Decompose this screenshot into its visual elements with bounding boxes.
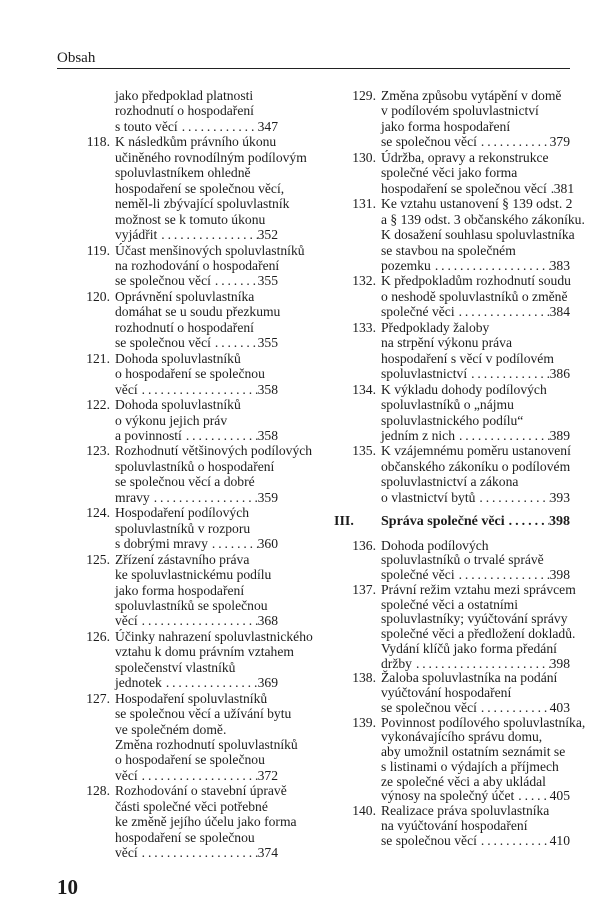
entry-line: na strpění výkonu práva	[381, 335, 512, 351]
section-page: 398	[549, 514, 570, 530]
entry-page: 393	[549, 489, 570, 505]
entry-line: vykonávajícího správu domu,	[381, 729, 543, 745]
entry-line: Hospodaření spoluvlastníků	[115, 690, 268, 706]
toc-entry[interactable]	[82, 443, 313, 505]
toc-entry[interactable]	[348, 671, 570, 715]
entry-line: společné věci a předložení dokladů.	[381, 626, 576, 642]
entry-line: Žaloba spoluvlastníka na podání	[381, 670, 558, 686]
entry-line: vyúčtování hospodaření	[381, 685, 512, 701]
toc-right-upper	[348, 88, 585, 505]
toc-entry[interactable]	[348, 539, 570, 583]
entry-line	[381, 428, 570, 443]
toc-entry[interactable]	[348, 88, 570, 150]
entry-title-end: s dobrými mravy	[115, 536, 208, 552]
entry-page: 410	[549, 832, 570, 848]
entry-line: Účinky nahrazení spoluvlastnického	[115, 628, 313, 644]
entry-line: na rozhodování o hospodaření	[115, 257, 280, 273]
entry-line: ze společné věci a aby ukládal	[381, 773, 546, 789]
entry-line: o výkonu jejich práv	[115, 412, 228, 428]
toc-right-column	[334, 88, 586, 848]
entry-line: o hospodaření se společnou	[115, 366, 265, 382]
toc-entry[interactable]	[82, 288, 281, 351]
entry-line	[115, 613, 278, 628]
entry-line: společenství vlastníků	[115, 659, 236, 675]
entry-line: spoluvlastníky; vyúčtování správy	[381, 611, 568, 627]
entry-page: 398	[549, 567, 570, 583]
dot-leader	[178, 119, 258, 134]
entry-line: Vydání klíčů jako forma předání	[381, 640, 557, 656]
entry-number: 127.	[86, 690, 110, 706]
entry-line: se společnou věcí a užívání bytu	[115, 706, 292, 722]
dot-leader	[467, 366, 550, 381]
entry-line: Rozhodnutí většinových podílových	[115, 443, 313, 459]
entry-line: Změna rozhodnutí spoluvlastníků	[115, 737, 298, 753]
entry-page: 374	[257, 845, 278, 861]
entry-line: na vyúčtování hospodaření	[381, 817, 528, 833]
entry-line: Ke vztahu ustanovení § 139 odst. 2	[381, 196, 573, 212]
entry-page: 347	[257, 118, 278, 134]
entry-line: Předpoklady žaloby	[381, 319, 490, 335]
entry-title-end: se společnou věcí	[381, 832, 477, 848]
entry-number: 130.	[352, 149, 376, 165]
entry-line: neměl-li zbývající spoluvlastník	[115, 196, 290, 212]
entry-line	[115, 382, 278, 397]
entry-number: 129.	[352, 88, 376, 103]
running-header	[57, 50, 570, 69]
entry-number: 137.	[352, 581, 376, 597]
entry-line: Právní režim vztahu mezi správcem	[381, 581, 576, 597]
entry-line: K následkům právního úkonu	[115, 134, 277, 150]
entry-line: hospodaření se společnou	[115, 829, 255, 845]
entry-page: 368	[257, 613, 278, 629]
toc-entry[interactable]	[348, 382, 570, 444]
toc-entry[interactable]	[348, 714, 586, 805]
entry-page: 383	[549, 257, 570, 273]
dot-leader	[505, 514, 549, 529]
entry-number: 123.	[86, 443, 110, 459]
toc-entry[interactable]	[82, 783, 297, 861]
entry-number: 120.	[86, 288, 110, 304]
entry-line: spoluvlastníků v rozporu	[115, 520, 251, 536]
entry-number: 121.	[86, 350, 110, 366]
entry-line	[115, 490, 278, 505]
dot-leader	[514, 789, 549, 804]
entry-title-end: věcí	[115, 381, 138, 397]
entry-page: 379	[549, 134, 570, 150]
entry-line: s listinami o výdajích a příjmech	[381, 758, 559, 774]
toc-entry[interactable]	[82, 628, 313, 691]
toc-section-heading[interactable]	[334, 514, 570, 530]
entry-number: 134.	[352, 381, 376, 397]
entry-line	[115, 536, 278, 551]
section-title-line	[381, 514, 570, 529]
entry-line	[115, 845, 278, 860]
toc-entry[interactable]	[82, 134, 307, 243]
entry-line	[381, 834, 570, 849]
entry-number: 119.	[86, 242, 110, 258]
section-title: Správa společné věci	[381, 514, 505, 530]
entry-line: Údržba, opravy a rekonstrukce	[381, 149, 549, 165]
entry-line: se stavbou na společném	[381, 242, 516, 258]
entry-line: rozhodnutí o hospodaření	[115, 103, 254, 119]
entry-title-end: se společnou věcí	[381, 699, 477, 715]
entry-number: 118.	[86, 134, 110, 150]
entry-line	[115, 273, 278, 288]
dot-leader	[138, 768, 258, 783]
entry-line: občanského zákoníku o podílovém	[381, 458, 571, 474]
header-title: Obsah	[57, 50, 96, 66]
entry-line: části společné věci potřebné	[115, 798, 268, 814]
entry-title-end: s touto věcí	[115, 118, 178, 134]
entry-number: 126.	[86, 628, 110, 644]
entry-line: jako předpoklad platnosti	[115, 88, 254, 103]
entry-title-end: jednotek	[115, 675, 162, 691]
entry-line: jako forma hospodaření	[115, 582, 245, 598]
entry-line: Hospodaření podílových	[115, 505, 250, 521]
entry-title-end: výnosy na společný účet	[381, 788, 515, 804]
dot-leader	[455, 428, 550, 443]
entry-title-end: věcí	[115, 845, 138, 861]
dot-leader	[182, 428, 258, 443]
entry-line: spoluvlastníkem ohledně	[115, 165, 251, 181]
entry-line	[381, 490, 570, 505]
entry-line	[115, 227, 278, 242]
entry-line: Dohoda podílových	[381, 537, 489, 553]
entry-line	[381, 366, 570, 381]
entry-line: spoluvlastníků se společnou	[115, 597, 268, 613]
toc-entry[interactable]	[348, 804, 570, 848]
entry-line: spoluvlastníků o trvalé správě	[381, 552, 544, 568]
entry-line: K výkladu dohody podílových	[381, 381, 547, 397]
entry-title-end: o vlastnictví bytů	[381, 489, 476, 505]
dot-leader	[211, 273, 258, 288]
entry-line: společné věci jako forma	[381, 165, 518, 181]
entry-line: domáhat se u soudu přezkumu	[115, 304, 281, 320]
entry-line	[381, 258, 570, 273]
section-number: III.	[334, 514, 354, 530]
toc-entry[interactable]	[82, 88, 278, 134]
entry-line: K vzájemnému poměru ustanovení	[381, 443, 571, 459]
entry-line: se společnou věcí a dobré	[115, 474, 255, 490]
entry-line: spoluvlastníků o hospodaření	[115, 458, 275, 474]
dot-leader	[477, 701, 550, 716]
toc-entry[interactable]	[82, 690, 298, 784]
toc-entry[interactable]	[82, 552, 278, 629]
entry-line: ve společném domě.	[115, 721, 227, 737]
entry-number: 124.	[86, 505, 110, 521]
entry-page: 405	[549, 788, 570, 804]
toc-entry[interactable]	[348, 320, 570, 382]
entry-title-end: spoluvlastnictví	[381, 366, 468, 382]
entry-line	[381, 134, 570, 149]
dot-leader	[138, 382, 258, 397]
entry-title-end: společné věci	[381, 567, 455, 583]
entry-page: 360	[257, 536, 278, 552]
entry-page: 352	[257, 227, 278, 243]
entry-line	[381, 568, 570, 583]
entry-title-end: jedním z nich	[381, 427, 455, 443]
entry-title-end: společné věci	[381, 304, 455, 320]
entry-line: Zřízení zástavního práva	[115, 551, 250, 567]
toc-entry[interactable]	[348, 581, 576, 672]
dot-leader	[431, 258, 550, 273]
entry-number: 125.	[86, 551, 110, 567]
entry-number: 122.	[86, 397, 110, 413]
entry-line: spoluvlastnictví a zákona	[381, 474, 519, 490]
entry-page: 398	[549, 655, 570, 671]
entry-number: 128.	[86, 783, 110, 799]
entry-line: a § 139 odst. 3 občanského zákoníku.	[381, 211, 585, 227]
entry-line: Realizace práva spoluvlastníka	[381, 803, 550, 819]
entry-number: 136.	[352, 537, 376, 553]
entry-line: vztahu k domu právním vztahem	[115, 644, 294, 660]
entry-line: Oprávnění spoluvlastníka	[115, 288, 255, 304]
entry-line: ke změně jejího účelu jako forma	[115, 814, 297, 830]
entry-title-end: pozemku	[381, 257, 431, 273]
entry-title-end: se společnou věcí	[381, 134, 477, 150]
entry-line: o hospodaření se společnou	[115, 752, 265, 768]
entry-line: K dosažení souhlasu spoluvlastníka	[381, 227, 575, 243]
dot-leader	[477, 834, 550, 849]
entry-page: 358	[257, 427, 278, 443]
toc-entry[interactable]	[348, 443, 570, 505]
entry-line	[115, 428, 278, 443]
entry-line: společné věci a ostatními	[381, 596, 519, 612]
entry-line: K předpokladům rozhodnutí soudu	[381, 273, 571, 289]
dot-leader	[208, 536, 258, 551]
entry-page: 359	[257, 489, 278, 505]
entry-page: 355	[257, 273, 278, 289]
dot-leader	[138, 845, 258, 860]
entry-page: 369	[257, 675, 278, 691]
entry-line: rozhodnutí o hospodaření	[115, 319, 254, 335]
entry-line: Povinnost podílového spoluvlastníka,	[381, 714, 586, 730]
entry-line: Změna způsobu vytápění v domě	[381, 88, 562, 103]
entry-number: 140.	[352, 803, 376, 819]
entry-line: spoluvlastnického podílu“	[381, 412, 524, 428]
entry-line: hospodaření s věcí v podílovém	[381, 350, 554, 366]
entry-number: 132.	[352, 273, 376, 289]
entry-page: 358	[257, 381, 278, 397]
toc-left-column	[82, 88, 313, 861]
entry-title-end: mravy	[115, 489, 150, 505]
entry-title-end: hospodaření se společnou věcí	[381, 180, 547, 196]
entry-line: aby umožnil ostatním seznámit se	[381, 744, 566, 760]
entry-title-end: se společnou věcí	[115, 335, 211, 351]
entry-line	[115, 119, 278, 134]
dot-leader	[455, 568, 550, 583]
entry-line: učiněného rovnodílným podílovým	[115, 149, 307, 165]
entry-line: o neshodě spoluvlastníků o změně	[381, 288, 568, 304]
entry-title-end: věcí	[115, 613, 138, 629]
dot-leader	[211, 335, 258, 350]
toc-entry[interactable]	[82, 351, 278, 397]
toc-entry[interactable]	[348, 196, 585, 273]
toc-entry[interactable]	[348, 273, 570, 319]
entry-number: 135.	[352, 443, 376, 459]
entry-line: Rozhodování o stavební úpravě	[115, 783, 287, 799]
entry-page: 389	[549, 427, 570, 443]
entry-line: spoluvlastníků o „nájmu	[381, 397, 514, 413]
entry-line	[115, 768, 278, 783]
entry-page: 372	[257, 767, 278, 783]
entry-number: 133.	[352, 319, 376, 335]
toc-entry[interactable]	[82, 242, 305, 289]
page-number: 10	[57, 875, 78, 899]
entry-title-end: a povinností	[115, 427, 182, 443]
entry-page: 386	[549, 366, 570, 382]
entry-line	[381, 789, 570, 804]
entry-line: hospodaření se společnou věcí,	[115, 180, 285, 196]
entry-line	[115, 335, 278, 350]
entry-line: ke spoluvlastnickému podílu	[115, 567, 272, 583]
dot-leader	[162, 675, 258, 690]
dot-leader	[150, 490, 258, 505]
entry-number: 131.	[352, 196, 376, 212]
entry-number: 138.	[352, 670, 376, 686]
entry-line	[381, 180, 575, 196]
dot-leader	[138, 613, 258, 628]
dot-leader	[157, 227, 257, 242]
dot-leader	[455, 304, 550, 319]
entry-title-end: držby	[381, 655, 412, 671]
entry-line: Účast menšinových spoluvlastníků	[115, 242, 305, 258]
toc-entry[interactable]	[82, 505, 278, 551]
entry-page: 403	[549, 699, 570, 715]
toc-entry[interactable]	[348, 149, 575, 196]
dot-leader	[547, 181, 554, 196]
entry-line: Dohoda spoluvlastníků	[115, 350, 241, 366]
entry-line: Dohoda spoluvlastníků	[115, 397, 241, 413]
entry-page: 355	[257, 335, 278, 351]
entry-line: možnost se k tomuto úkonu	[115, 211, 266, 227]
entry-line	[381, 701, 570, 716]
toc-right-lower	[348, 537, 586, 849]
entry-line: v podílovém spoluvlastnictví	[381, 103, 539, 119]
entry-title-end: se společnou věcí	[115, 273, 211, 289]
entry-page: 381	[553, 180, 575, 196]
entry-title-end: věcí	[115, 767, 138, 783]
entry-line	[381, 304, 570, 319]
entry-page: 384	[549, 304, 570, 320]
dot-leader	[477, 134, 550, 149]
toc-entry[interactable]	[82, 397, 278, 443]
entry-line: jako forma hospodaření	[381, 118, 511, 134]
entry-number: 139.	[352, 714, 376, 730]
entry-title-end: vyjádřit	[115, 227, 158, 243]
dot-leader	[475, 490, 549, 505]
entry-line	[115, 675, 278, 690]
